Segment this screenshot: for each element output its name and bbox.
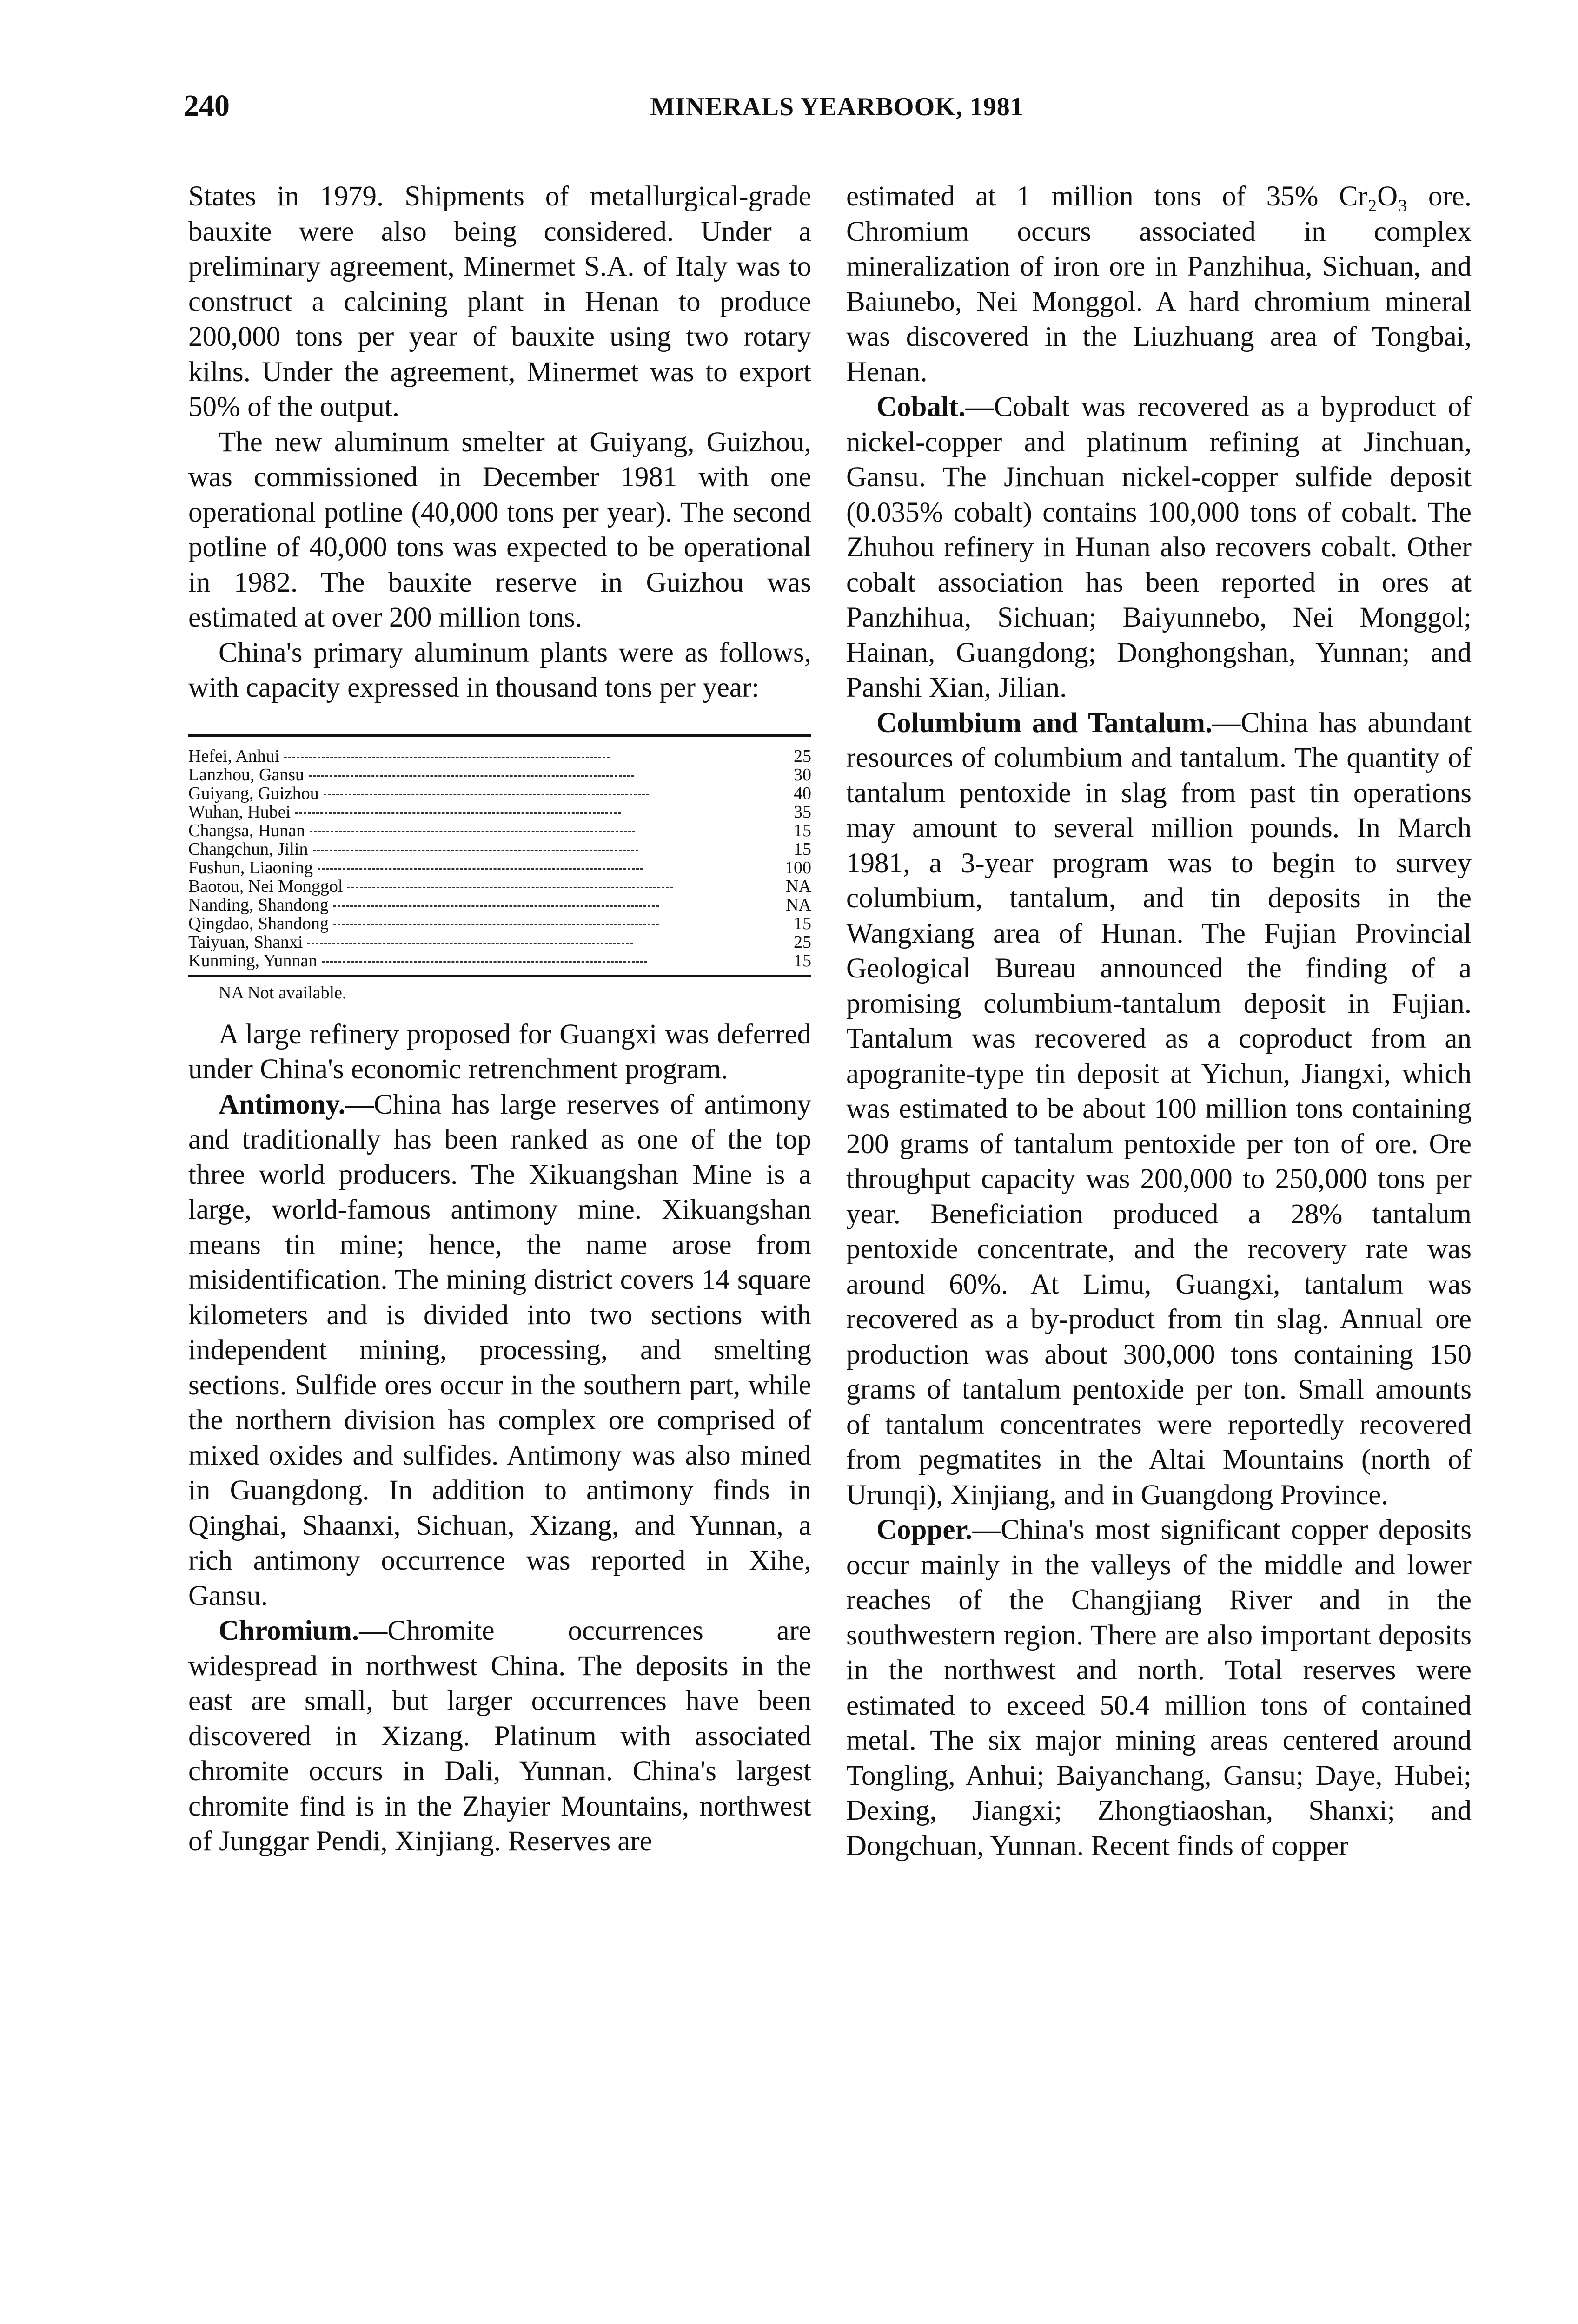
dot-leader [318, 868, 643, 870]
plant-name: Lanzhou, Gansu [188, 765, 305, 785]
paragraph-chromium-continued: estimated at 1 million tons of 35% Cr₂O₃ ore. Chromium occurs associated in complex mineralization of iron ore in Panzhihua, Sichuan, and Baiunebo, Nei Monggol. A hard chromium mineral was discovered in the Liuzhuang area of Tongbai, Henan. [846, 181, 1472, 388]
table-row [188, 858, 811, 877]
plant-capacity: 15 [794, 951, 811, 971]
paragraph-aluminum-plants-intro: China's primary aluminum plants were as follows, with capacity expressed in thousand tons per year: [188, 637, 811, 703]
plant-name: Wuhan, Hubei [188, 802, 291, 822]
running-title: MINERALS YEARBOOK, 1981 [650, 92, 1024, 121]
plant-name: Changsa, Hunan [188, 820, 305, 840]
left-column [188, 179, 811, 1859]
table-row [188, 914, 811, 933]
dot-leader [347, 887, 673, 888]
table-row [188, 803, 811, 821]
paragraph-bauxite-shipments: States in 1979. Shipments of metallurgical-grade bauxite were also being considered. Under a preliminary agreement, Minermet S.A. of Italy was to construct a calcining plant in Henan to produce 200,000 tons per year of bauxite using two rotary kilns. Under the agreement, Minermet was to export 50% of the output. [188, 181, 811, 423]
plant-name: Kunming, Yunnan [188, 951, 318, 971]
dot-leader [307, 943, 633, 944]
plant-capacity: 15 [794, 913, 811, 933]
plant-name: Qingdao, Shandong [188, 913, 329, 933]
dot-leader [310, 831, 635, 832]
dot-leader [309, 775, 634, 777]
dot-leader [322, 961, 647, 963]
plant-name: Changchun, Jilin [188, 839, 308, 859]
dot-leader [333, 905, 659, 907]
paragraph-guiyang-smelter: The new aluminum smelter at Guiyang, Guizhou, was commissioned in December 1981 with one operational potline (40,000 tons per year). The second potline of 40,000 tons was expected to be operational in 1982. The bauxite reserve in Guizhou was estimated at over 200 million tons. [188, 426, 811, 633]
antimony-text: China has large reserves of antimony and traditionally has been ranked as one of the top three world producers. The Xikuangshan Mine is a large, world-famous antimony mine. Xikuangshan means tin mine; hence, the name arose from misidentification. The mining district covers 14 square kilometers and is divided into two sections with independent mining, processing, and smelting sections. Sulfide ores occur in the southern part, while the northern division has complex ore comprised of mixed oxides and sulfides. Antimony was also mined in Guangdong. In addition to antimony finds in Qinghai, Shaanxi, Sichuan, Xizang, and Yunnan, a rich antimony occurrence was reported in Xihe, Gansu. [188, 1089, 811, 1611]
table-row [188, 840, 811, 858]
plant-capacity: 35 [794, 802, 811, 822]
columbium-tantalum-text: China has abundant resources of columbium and tantalum. The quantity of tantalum pentoxide in slag from past tin operations may amount to several million pounds. In March 1981, a 3-year program was to begin to survey columbium, tantalum, and tin deposits in the Wangxiang area of Hunan. The Fujian Provincial Geological Bureau announced the finding of a promising columbium-tantalum deposit in Fujian. Tantalum was recovered as a coproduct from an apogranite-type tin deposit at Yichun, Jiangxi, which was estimated to be about 100 million tons containing 200 grams of tantalum pentoxide per ton of ore. Ore throughput capacity was 200,000 to 250,000 tons per year. Beneficiation produced a 28% tantalum pentoxide concentrate, and the recovery rate was around 60%. At Limu, Guangxi, tantalum was recovered as a by-product from tin slag. Annual ore production was about 300,000 tons containing 150 grams of tantalum pentoxide per ton. Small amounts of tantalum concentrates were reportedly recovered from pegmatites in the Altai Mountains (north of Urunqi), Xinjiang, and in Guangdong Province. [846, 707, 1472, 1511]
table-row [188, 877, 811, 896]
paragraph-antimony [188, 1087, 811, 1614]
dot-leader [333, 924, 659, 925]
paragraph-chromium [188, 1613, 811, 1859]
cobalt-heading: Cobalt.— [876, 391, 994, 423]
paragraph-guangxi-refinery: A large refinery proposed for Guangxi was deferred under China's economic retrenchment program. [188, 1018, 811, 1085]
paragraph-columbium-tantalum [846, 706, 1472, 1513]
plant-capacity: 100 [785, 858, 811, 878]
plant-name: Fushun, Liaoning [188, 858, 313, 878]
chromium-heading: Chromium.— [219, 1615, 388, 1646]
chromium-text: Chromite occurrences are widespread in northwest China. The deposits in the east are small, but larger occurrences have been discovered in Xizang. Platinum with associated chromite occurs in Dali, Yunnan. China's largest chromite find is in the Zhayier Mountains, northwest of Junggar Pendi, Xinjiang. Reserves are [188, 1615, 811, 1857]
dot-leader [295, 812, 621, 814]
page-number: 240 [184, 89, 230, 123]
columbium-tantalum-heading: Columbium and Tantalum.— [876, 707, 1241, 739]
dot-leader [313, 850, 638, 851]
plant-capacity: NA [786, 876, 811, 896]
antimony-heading: Antimony.— [219, 1089, 374, 1120]
paragraph-copper [846, 1512, 1472, 1863]
plant-capacity: NA [786, 895, 811, 915]
plant-name: Baotou, Nei Monggol [188, 876, 343, 896]
table-row [188, 951, 811, 970]
cobalt-text: Cobalt was recovered as a byproduct of nickel-copper and platinum refining at Jinchuan, Gansu. The Jinchuan nickel-copper sulfide deposit (0.035% cobalt) contains 100,000 tons of cobalt. The Zhuhou refinery in Hunan also recovers cobalt. Other cobalt association has been reported in ores at Panzhihua, Sichuan; Baiyunnebo, Nei Monggol; Hainan, Guangdong; Donghongshan, Yunnan; and Panshi Xian, Jilian. [846, 391, 1472, 703]
table-row [188, 896, 811, 914]
plant-capacity: 40 [794, 783, 811, 803]
plant-capacity: 30 [794, 765, 811, 785]
dot-leader [324, 794, 649, 795]
table-row [188, 766, 811, 784]
table-footnote: NA Not available. [219, 983, 347, 1003]
copper-heading: Copper.— [876, 1514, 1001, 1545]
plant-name: Taiyuan, Shanxi [188, 932, 303, 952]
table-row [188, 933, 811, 951]
aluminum-plants-table [188, 734, 811, 977]
paragraph-cobalt [846, 390, 1472, 706]
plant-capacity: 15 [794, 839, 811, 859]
plant-capacity: 15 [794, 820, 811, 840]
dot-leader [284, 757, 610, 758]
plant-name: Hefei, Anhui [188, 746, 280, 766]
right-column [846, 179, 1472, 1863]
table-row [188, 747, 811, 766]
plant-name: Guiyang, Guizhou [188, 783, 319, 803]
table-row [188, 821, 811, 840]
table-row [188, 784, 811, 803]
copper-text: China's most significant copper deposits occur mainly in the valleys of the middle and lower reaches of the Changjiang River and in the southwestern region. There are also important deposits in the northwest and north. Total reserves were estimated to exceed 50.4 million tons of contained metal. The six major mining areas centered around Tongling, Anhui; Baiyanchang, Gansu; Daye, Hubei; Dexing, Jiangxi; Zhongtiaoshan, Shanxi; and Dongchuan, Yunnan. Recent finds of copper [846, 1514, 1472, 1862]
plant-capacity: 25 [794, 746, 811, 766]
plant-capacity: 25 [794, 932, 811, 952]
plant-name: Nanding, Shandong [188, 895, 329, 915]
